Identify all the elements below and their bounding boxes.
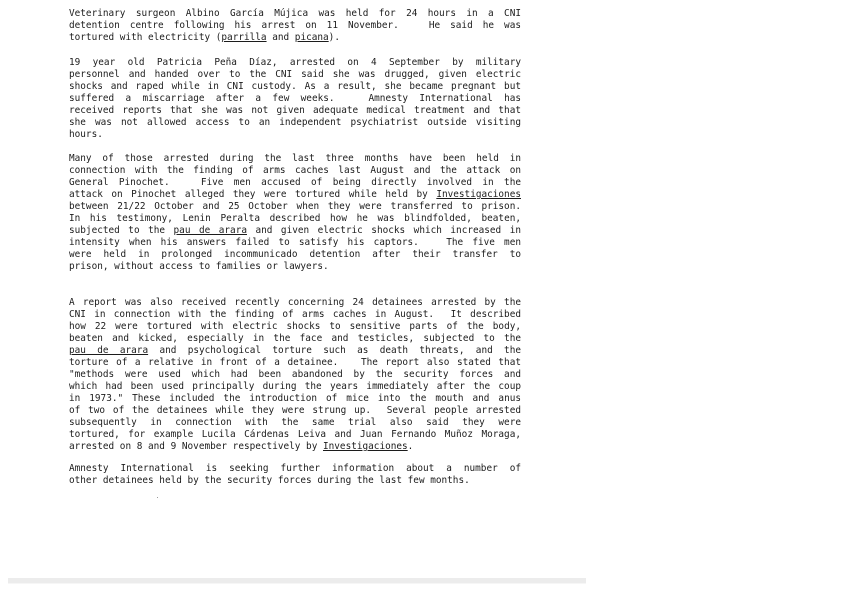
underlined-term: pau de arara [69, 345, 149, 356]
text-line: arrested on 8 and 9 November respectively by Investigaciones. [69, 441, 414, 452]
text-line: suffered a miscarriage after a few weeks. Amnesty International has [69, 93, 521, 104]
paragraph-pinochet-attack-arrests [69, 153, 521, 273]
underlined-term: parrilla [221, 32, 267, 43]
text-line: prison, without access to families or lawyers. [69, 261, 329, 272]
text-line: connection with the finding of arms caches last August and the attack on [69, 165, 521, 176]
text-line: were held in prolonged incommunicado detention after their transfer to [69, 249, 521, 260]
text-line: tortured with electricity (parrilla and picana). [69, 32, 340, 43]
text-line: subjected to the pau de arara and given electric shocks which increased in [69, 225, 521, 236]
text-line: tortured, for example Lucila Cárdenas Leiva and Juan Fernando Muñoz Moraga, [69, 429, 521, 440]
underlined-term: pau de arara [173, 225, 247, 236]
text-line: hours. [69, 129, 103, 140]
text-line: General Pinochet. Five men accused of being directly involved in the [69, 177, 521, 188]
text-line: "methods were used which had been abandoned by the security forces and [69, 369, 521, 380]
text-line: pau de arara and psychological torture such as death threats, and the [69, 345, 521, 356]
text-line: intensity when his answers failed to satisfy his captors. The five men [69, 237, 521, 248]
text-line: how 22 were tortured with electric shocks to sensitive parts of the body, [69, 321, 521, 332]
text-line: attack on Pinochet alleged they were tortured while held by Investigaciones [69, 189, 521, 200]
paragraph-pena-diaz [69, 57, 521, 141]
text-line: 19 year old Patricia Peña Díaz, arrested on 4 September by military [69, 57, 521, 68]
text-line: Amnesty International is seeking further information about a number of [69, 463, 521, 474]
text-line: subsequently in connection with the same trial also said they were [69, 417, 521, 428]
scan-speck [157, 497, 158, 498]
text-line: personnel and handed over to the CNI said she was drugged, given electric [69, 69, 521, 80]
underlined-term: picana [294, 32, 329, 43]
text-line: torture of a relative in front of a detainee. The report also stated that [69, 357, 521, 368]
text-line: which had been used principally during the years immediately after the coup [69, 381, 521, 392]
text-line: beaten and kicked, especially in the face and testicles, subjected to the [69, 333, 521, 344]
underlined-term: Investigaciones [436, 189, 521, 200]
text-line: other detainees held by the security forces during the last few months. [69, 475, 470, 486]
scan-edge-shadow-lower [8, 583, 586, 584]
text-line: of two of the detainees while they were strung up. Several people arrested [69, 405, 521, 416]
text-line: received reports that she was not given adequate medical treatment and that [69, 105, 521, 116]
paragraph-24-detainees-report [69, 297, 521, 453]
text-line: shocks and raped while in CNI custody. As a result, she became pregnant but [69, 81, 521, 92]
text-line: Veterinary surgeon Albino García Mújica was held for 24 hours in a CNI [69, 8, 521, 19]
text-line: In his testimony, Lenin Peralta described how he was blindfolded, beaten, [69, 213, 521, 224]
text-line: detention centre following his arrest on 11 November. He said he was [69, 20, 521, 31]
text-line: A report was also received recently concerning 24 detainees arrested by the [69, 297, 521, 308]
paragraph-mujica-torture [69, 8, 521, 44]
text-line: CNI in connection with the finding of arms caches in August. It described [69, 309, 521, 320]
text-line: she was not allowed access to an independent psychiatrist outside visiting [69, 117, 521, 128]
text-line: in 1973." These included the introduction of mice into the mouth and anus [69, 393, 521, 404]
underlined-term: Investigaciones [323, 441, 408, 452]
text-line: between 21/22 October and 25 October when they were transferred to prison. [69, 201, 521, 212]
paragraph-amnesty-seeking-information [69, 463, 521, 487]
text-line: Many of those arrested during the last three months have been held in [69, 153, 521, 164]
